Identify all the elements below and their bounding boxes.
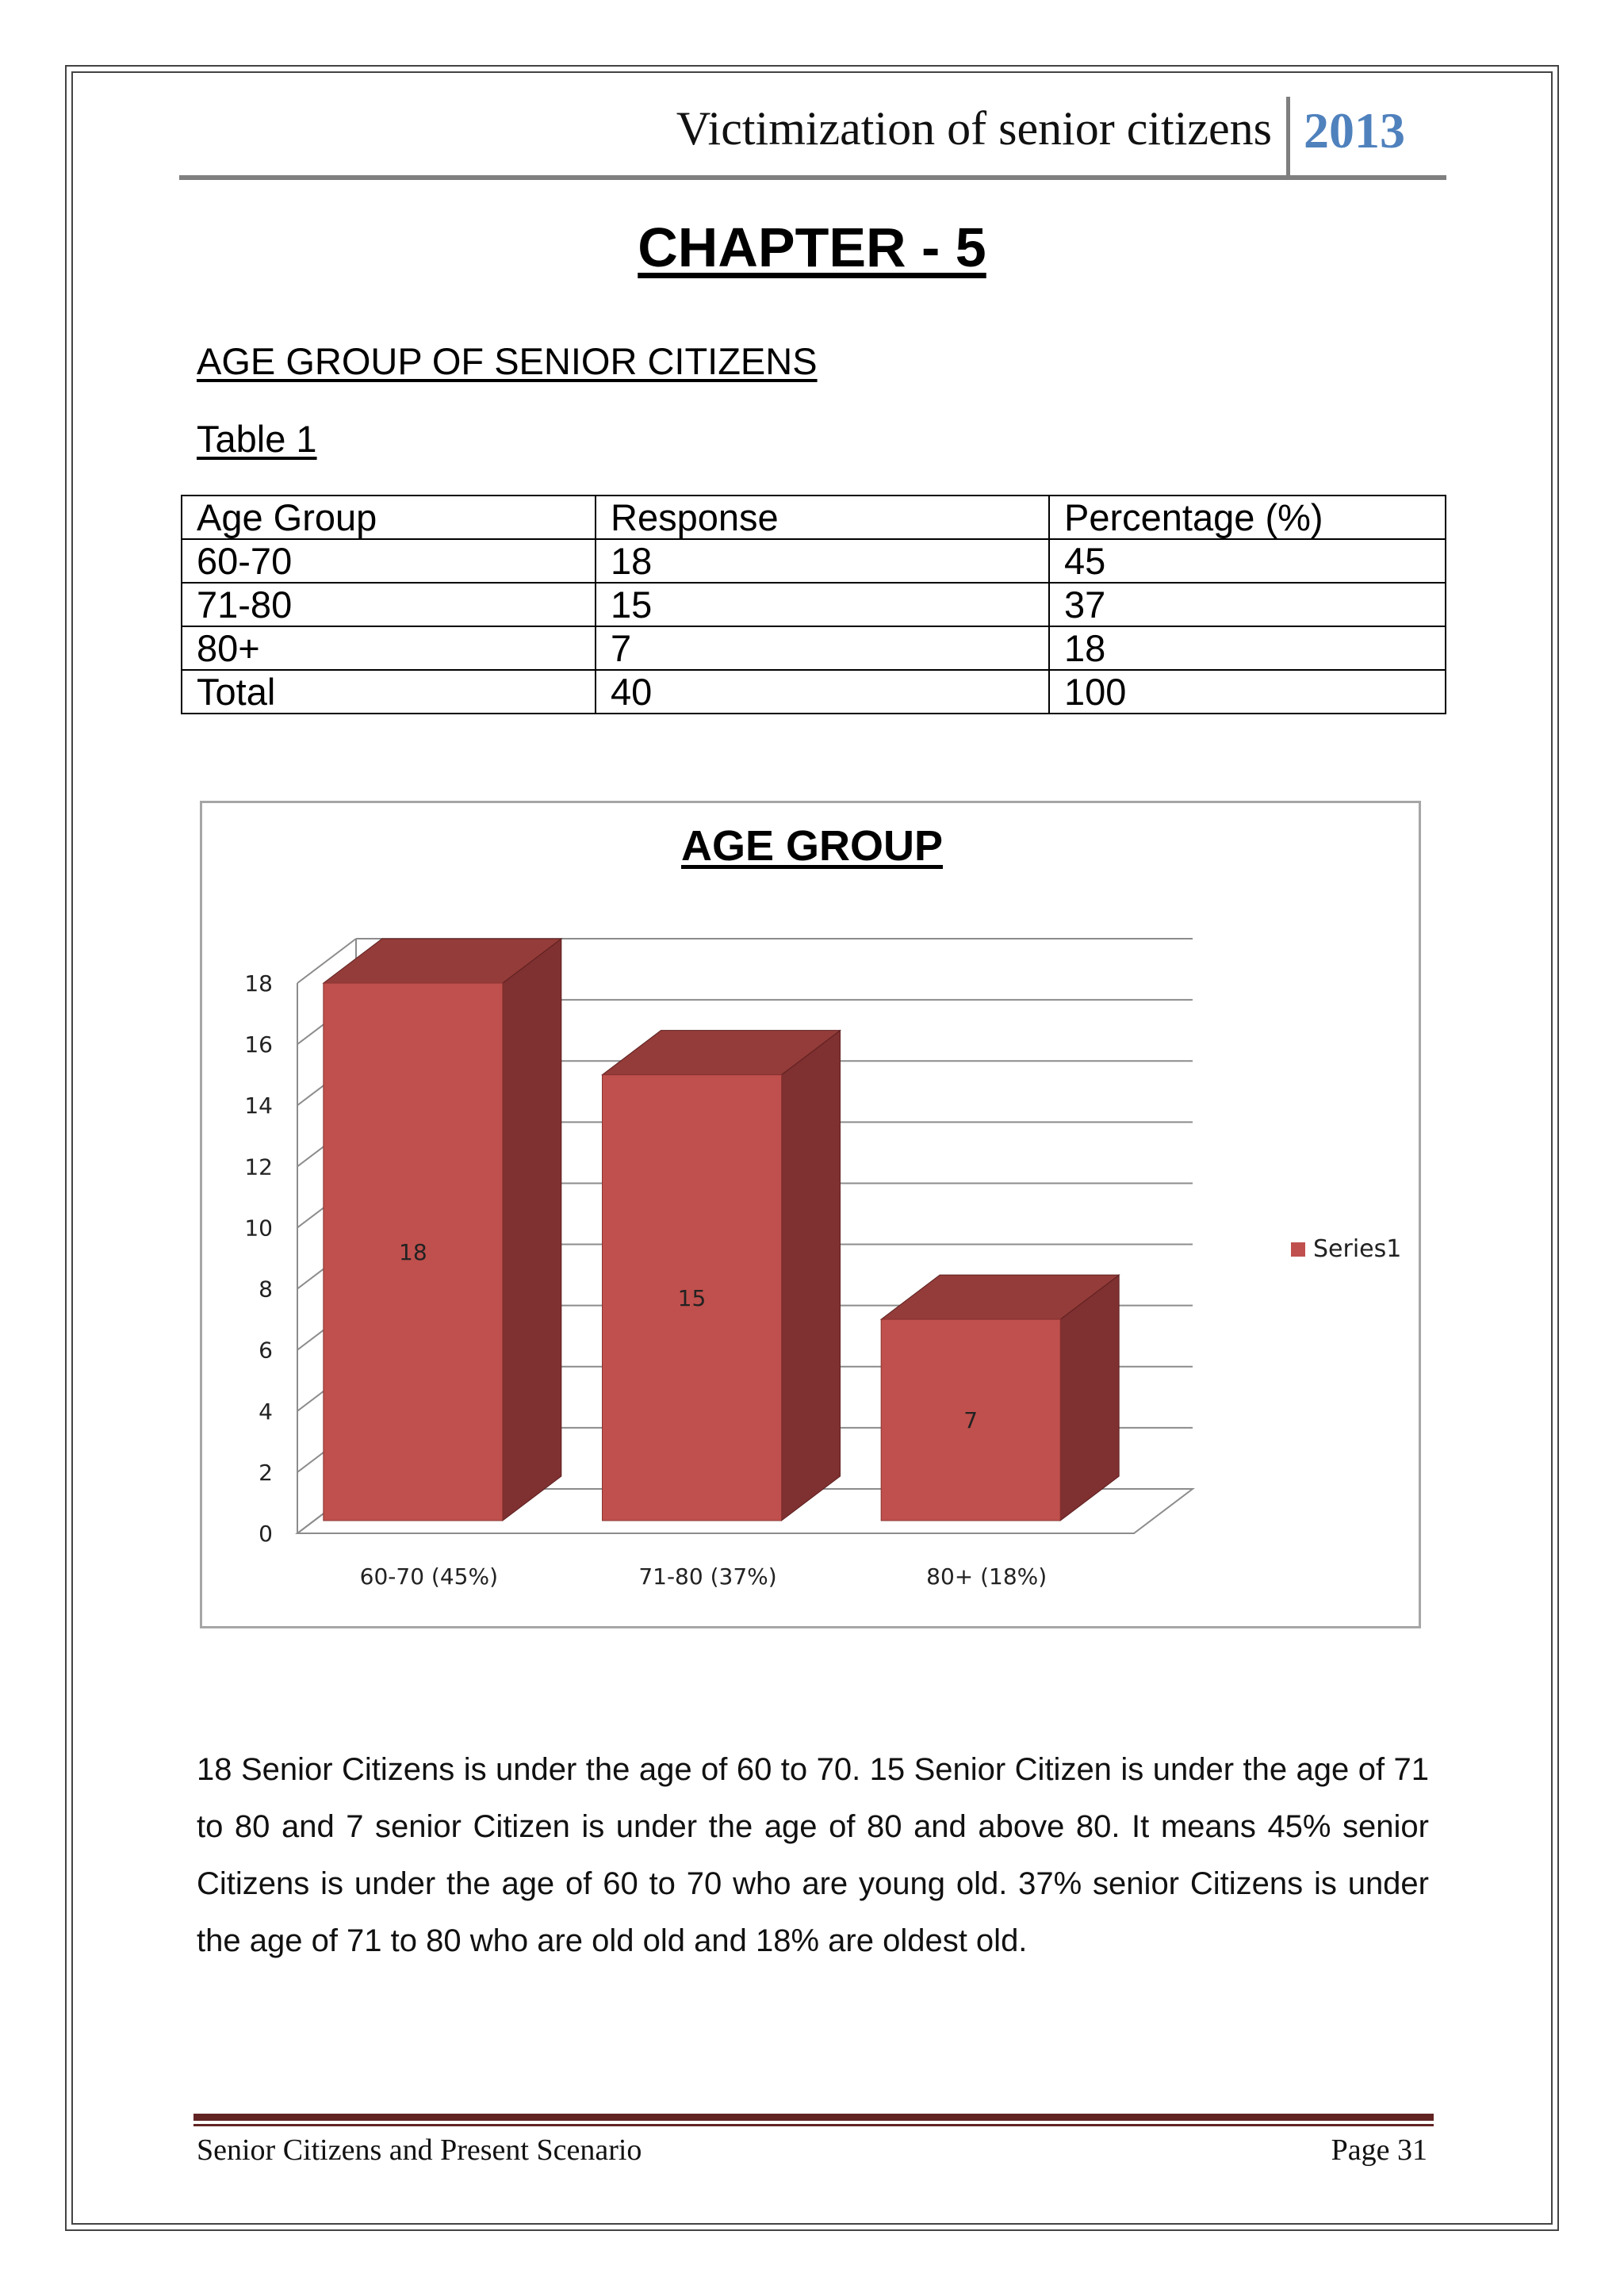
header-year: 2013 <box>1304 102 1405 159</box>
table-cell: 100 <box>1049 670 1446 714</box>
y-tick-label: 18 <box>244 970 273 997</box>
table-cell: Total <box>182 670 596 714</box>
x-tick-label: 60-70 (45%) <box>359 1563 499 1590</box>
table-cell: 45 <box>1049 539 1446 583</box>
y-tick-label: 10 <box>244 1215 273 1242</box>
legend-swatch <box>1291 1242 1305 1257</box>
x-tick-label: 71-80 (37%) <box>638 1563 777 1590</box>
y-tick-label: 4 <box>259 1398 273 1425</box>
page-number: Page 31 <box>1331 2133 1427 2167</box>
footer-rule-thin <box>193 2124 1434 2126</box>
table-cell: 7 <box>596 626 1049 670</box>
table-cell: 37 <box>1049 583 1446 626</box>
chart-legend <box>1291 1235 1401 1263</box>
y-tick-label: 12 <box>244 1154 273 1181</box>
section-heading: AGE GROUP OF SENIOR CITIZENS <box>197 340 818 382</box>
footer-title: Senior Citizens and Present Scenario <box>197 2133 642 2167</box>
chapter-heading-text: CHAPTER - 5 <box>638 216 986 278</box>
table-cell: 40 <box>596 670 1049 714</box>
y-tick-label: 16 <box>244 1031 273 1058</box>
x-tick-label: 80+ (18%) <box>926 1563 1048 1590</box>
chart-title-text: AGE GROUP <box>680 822 944 870</box>
bar-side <box>782 1031 841 1521</box>
legend-label: Series1 <box>1313 1235 1402 1263</box>
table-cell: 60-70 <box>182 539 596 583</box>
table-cell: 18 <box>596 539 1049 583</box>
footer-rule <box>193 2114 1434 2121</box>
y-tick-label: 6 <box>259 1337 273 1364</box>
table-cell: 18 <box>1049 626 1446 670</box>
y-tick-label: 0 <box>259 1521 273 1547</box>
data-label: 15 <box>677 1284 707 1311</box>
table-header-cell: Percentage (%) <box>1049 496 1446 539</box>
header-title: Victimization of senior citizens <box>676 102 1272 155</box>
table-header-cell: Age Group <box>182 496 596 539</box>
y-tick-label: 2 <box>259 1459 273 1486</box>
table-cell: 15 <box>596 583 1049 626</box>
bar-side <box>503 939 561 1521</box>
y-tick-label: 8 <box>259 1276 273 1303</box>
table-cell: 80+ <box>182 626 596 670</box>
data-label: 18 <box>399 1239 427 1265</box>
body-paragraph: 18 Senior Citizens is under the age of 60 to 70. 15 Senior Citizen is under the age of 71 to 80 and 7 senior Citizen is under the age of 80 and above 80. It means 45% senior Citizens is under the age of 60 to 70 who are young old. 37% senior Citizens is under the age of 71 to 80 who are old old and 18% are oldest old. <box>197 1752 1429 1958</box>
y-tick-label: 14 <box>244 1093 273 1119</box>
table-caption: Table 1 <box>197 418 317 460</box>
table-header-cell: Response <box>596 496 1049 539</box>
data-label: 7 <box>963 1407 979 1434</box>
table-cell: 71-80 <box>182 583 596 626</box>
